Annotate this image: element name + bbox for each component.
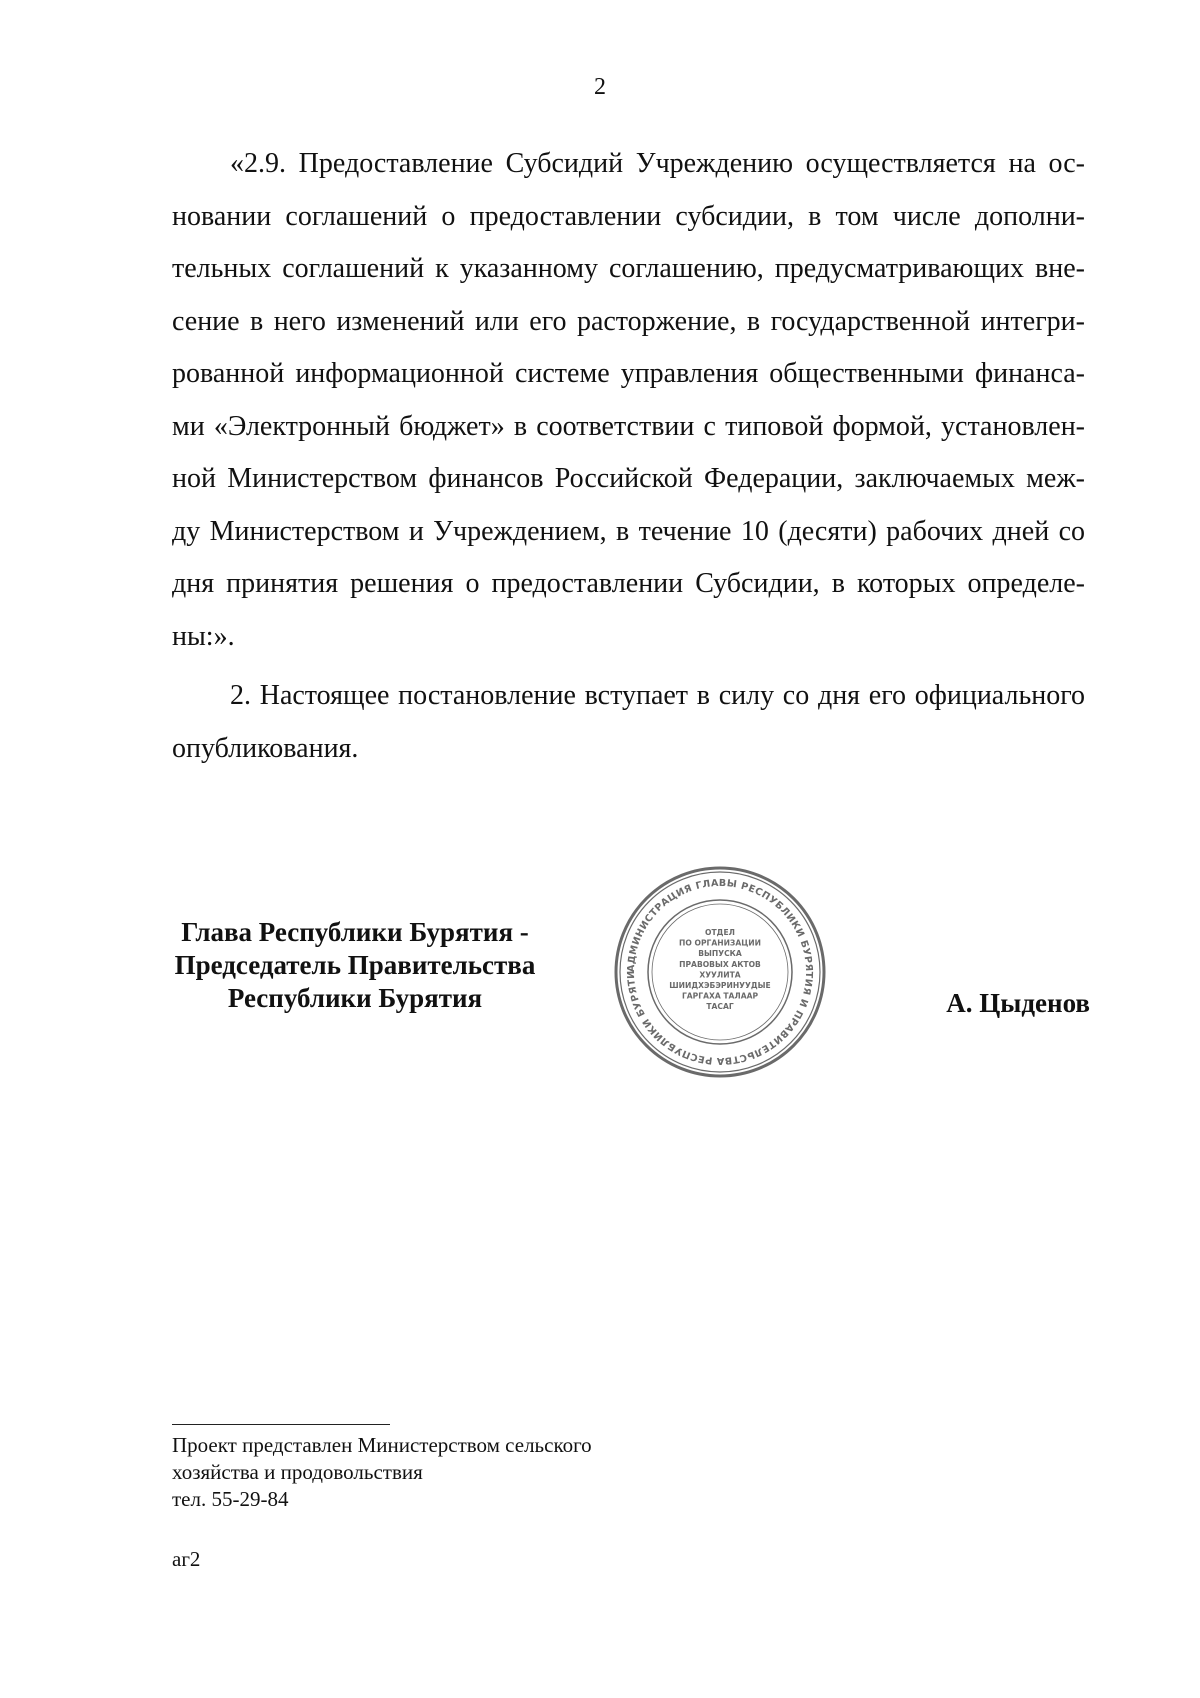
signatory-title-line: Глава Республики Бурятия - [181, 917, 529, 947]
clause-line: ны:». [172, 620, 235, 652]
effective-line: опубликования. [172, 732, 359, 764]
clause-line: ду Министерством и Учреждением, в течение 10 (десяти) рабочих дней со [172, 515, 1085, 547]
footnote-phone: тел. 55-29-84 [172, 1487, 289, 1511]
seal-inner-text: ХУУЛИТА [699, 970, 741, 980]
footnote [172, 1432, 592, 1513]
seal-inner-text: ОТДЕЛ [705, 928, 735, 937]
seal-inner-text: ГАРГАХА ТАЛААР [681, 991, 759, 1001]
seal-inner-text: ТАСАГ [706, 1002, 734, 1012]
document-code: аг2 [172, 1547, 201, 1571]
clause-line: ми «Электронный бюджет» в соответствии с типовой формой, установлен- [172, 410, 1085, 442]
clause-line: новании соглашений о предоставлении субсидии, в том числе дополни- [172, 200, 1085, 232]
clause-line: ной Министерством финансов Российской Федерации, заключаемых меж- [172, 463, 1085, 494]
seal-inner-text: ШИИДХЭБЭРИНУУДЫЕ [669, 981, 771, 990]
seal-inner-text: ПО ОРГАНИЗАЦИИ [679, 938, 761, 948]
seal-stamp-graphic [610, 862, 830, 1082]
seal-inner-text: ВЫПУСКА [698, 949, 742, 959]
signatory-title [130, 916, 580, 1015]
seal-inner-text: ПРАВОВЫХ АКТОВ [679, 959, 761, 969]
clause-2-9-paragraph [172, 138, 1085, 663]
clause-line: тельных соглашений к указанному соглашению, предусматривающих вне- [172, 253, 1085, 284]
signatory-name: А. Цыденов [946, 988, 1090, 1018]
clause-line: сение в него изменений или его расторжение, в государственной интегри- [172, 305, 1085, 337]
footnote-line: хозяйства и продовольствия [172, 1460, 423, 1484]
clause-line: рованной информационной системе управления общественными финанса- [172, 358, 1085, 389]
signatory-title-line: Республики Бурятия [227, 983, 483, 1013]
footnote-divider [172, 1424, 390, 1425]
clause-line: дня принятия решения о предоставлении Субсидии, в которых определе- [172, 568, 1085, 599]
signatory-title-line: Председатель Правительства [174, 950, 536, 980]
seal-ring-text: АДМИНИСТРАЦИЯ ГЛАВЫ РЕСПУБЛИКИ БУРЯТИЯ И ПРАВИТЕЛЬСТВА РЕСПУБЛИКИ БУРЯТИ [625, 877, 815, 1067]
clause-line: «2.9. Предоставление Субсидий Учреждению осуществляется на ос- [230, 148, 1085, 179]
effective-date-paragraph [172, 670, 1085, 775]
footnote-line: Проект представлен Министерством сельского [172, 1433, 592, 1457]
official-seal [610, 862, 830, 1082]
page-number: 2 [594, 74, 606, 100]
effective-line: 2. Настоящее постановление вступает в силу со дня его официального [230, 680, 1085, 711]
